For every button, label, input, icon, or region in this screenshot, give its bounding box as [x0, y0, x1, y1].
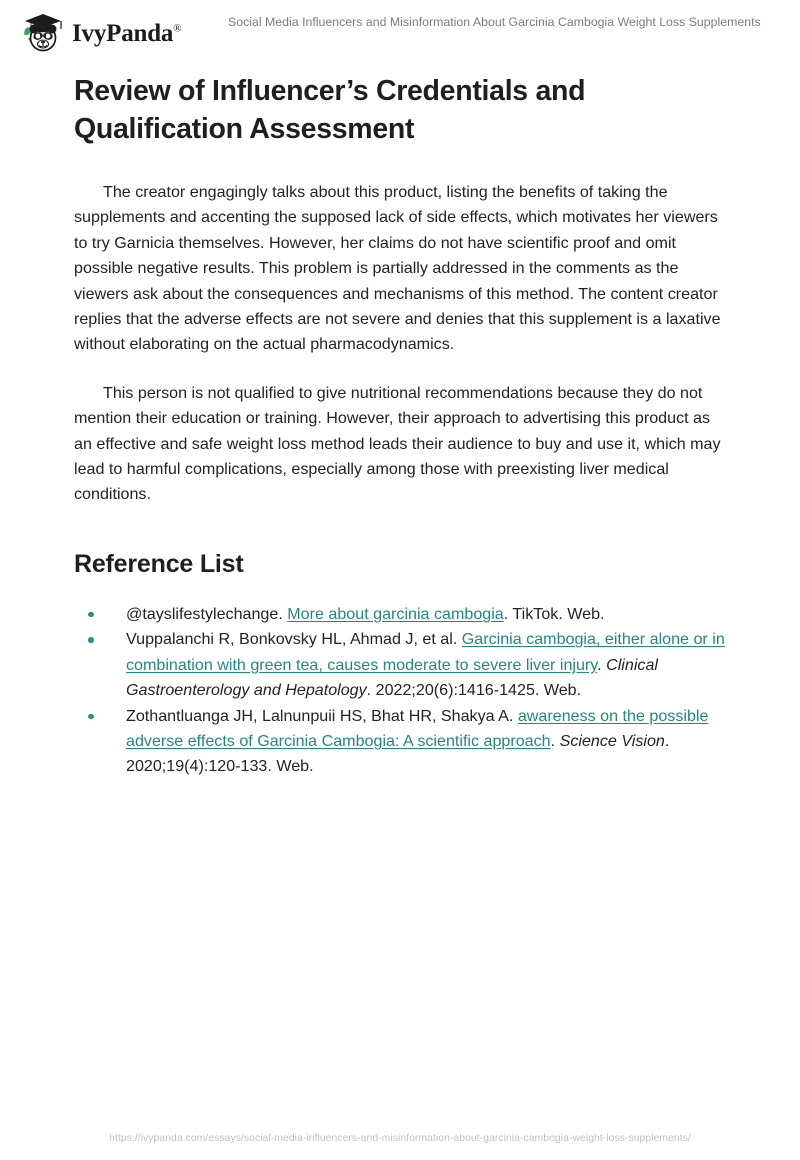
reference-source: .: [597, 655, 607, 674]
reference-journal: Clinical Gastroenterology and Hepatology: [126, 655, 658, 700]
reference-author: Zothantluanga JH, Lalnunpuii HS, Bhat HR, Shakya A.: [126, 706, 518, 725]
reference-link[interactable]: Garcinia cambogia, either alone or in combination with green tea, causes moderate to severe liver injury: [126, 630, 725, 674]
panda-graduate-logo-icon: [14, 11, 66, 53]
list-item: [74, 602, 726, 627]
list-item: [74, 704, 726, 780]
list-item: [74, 627, 726, 703]
bullet-icon: [88, 714, 94, 720]
bullet-icon: [88, 637, 94, 643]
reference-link[interactable]: awareness on the possible adverse effects of Garcinia Cambogia: A scientific approach: [126, 706, 709, 750]
reference-tail: . 2020;19(4):120-133. Web.: [126, 731, 670, 776]
reference-source: .: [550, 731, 560, 750]
spacer: [74, 580, 726, 602]
reference-list: [74, 602, 726, 780]
document-content: [74, 72, 726, 780]
body-paragraph-1: The creator engagingly talks about this product, listing the benefits of taking the supplements and accenting the supposed lack of side effects, which motivates her viewers to try Garnicia themselves. However, her claims do not have scientific proof and omit possible negative results. This problem is partially addressed in the comments as the viewers ask about the consequences and mechanisms of this method. The content creator replies that the adverse effects are not severe and denies that this supplement is a laxative without elaborating on the actual pharmacodynamics.: [74, 183, 721, 354]
reference-journal: Science Vision: [559, 731, 665, 750]
reference-link[interactable]: More about garcinia cambogia: [287, 604, 504, 623]
header-document-title: Social Media Influencers and Misinformation About Garcinia Cambogia Weight Loss Supplements: [228, 15, 761, 29]
footer-url: https://ivypanda.com/essays/social-media-influencers-and-misinformation-about-garcinia-cambogia-weight-loss-supplements/: [109, 1133, 691, 1144]
ivypanda-brand-link[interactable]: [14, 11, 181, 53]
spacer: [74, 358, 726, 381]
page-footer: [0, 1128, 800, 1146]
reference-author: Vuppalanchi R, Bonkovsky HL, Ahmad J, et al.: [126, 630, 462, 649]
reference-list-heading: Reference List: [74, 549, 244, 578]
spacer: [74, 508, 726, 548]
bullet-icon: [88, 612, 94, 618]
body-paragraph-2: This person is not qualified to give nutritional recommendations because they do not mention their education or training. However, their approach to advertising this product as an effective and safe weight loss method leads their audience to buy and use it, which may lead to harmful complications, especially among those with preexisting liver medical conditions.: [74, 383, 721, 504]
brand-name-text: IvyPanda®: [72, 19, 182, 47]
site-header: [0, 0, 800, 62]
page-title: Review of Influencer’s Credentials and Qualification Assessment: [74, 75, 586, 145]
reference-tail: . 2022;20(6):1416-1425. Web.: [366, 681, 582, 700]
reference-source: . TikTok. Web.: [503, 604, 605, 623]
registered-trademark-icon: ®: [173, 22, 182, 35]
reference-author: @tayslifestylechange.: [126, 604, 288, 623]
spacer: [74, 148, 726, 180]
